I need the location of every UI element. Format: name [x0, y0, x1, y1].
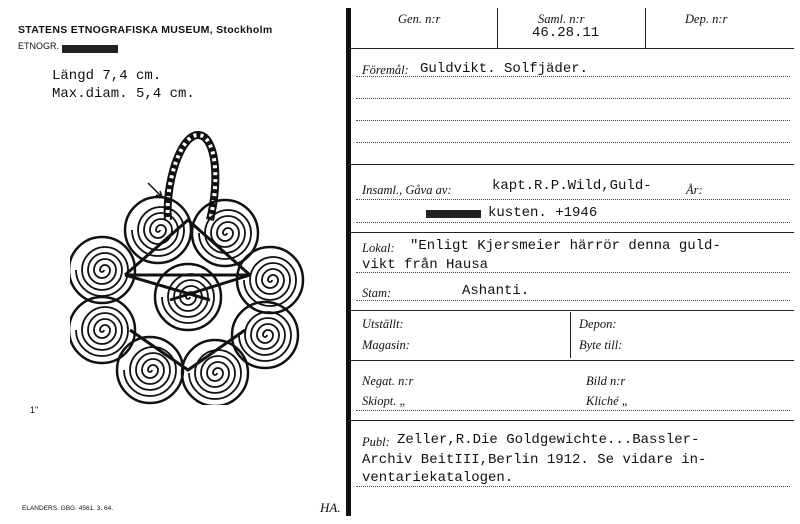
- foremal-label: Föremål:: [362, 63, 409, 77]
- insaml-label: Insaml., Gåva av:: [362, 183, 452, 197]
- insaml-line2: kusten. +1946: [488, 205, 598, 221]
- gen-label: Gen. n:r: [398, 12, 441, 26]
- publ-line-2: Archiv BeitIII,Berlin 1912. Se vidare in-: [362, 452, 707, 468]
- museum-city: Stockholm: [216, 24, 273, 36]
- dotted-line: [356, 272, 790, 273]
- left-mark: 1": [30, 405, 39, 415]
- lokal-label: Lokal:: [362, 241, 395, 255]
- printer-text: ELANDERS. GBG. 4561. 3. 64.: [22, 505, 114, 512]
- insaml-value: kapt.R.P.Wild,Guld-: [492, 178, 652, 194]
- ar-label: År:: [686, 183, 703, 197]
- depon-label: Depon:: [579, 317, 617, 331]
- length-text: Längd 7,4 cm.: [52, 68, 162, 84]
- publ-label: Publ:: [362, 435, 390, 449]
- gold-weight-drawing: [70, 125, 310, 405]
- dotted-line: [356, 410, 790, 411]
- publ-line-3: ventariekatalogen.: [362, 470, 514, 486]
- dotted-line: [356, 120, 790, 121]
- magasin-label: Magasin:: [362, 338, 410, 352]
- skiopt-label: Skiopt. „: [362, 394, 407, 408]
- max-diam-text: Max.diam. 5,4 cm.: [52, 86, 195, 102]
- card-divider: [346, 8, 351, 516]
- dotted-line: [356, 142, 790, 143]
- row-line: [351, 420, 794, 421]
- row-line: [351, 360, 794, 361]
- col-divider: [645, 8, 646, 48]
- byte-label: Byte till:: [579, 338, 623, 352]
- kliche-label: Kliché „: [586, 394, 629, 408]
- row-line: [351, 232, 794, 233]
- col-divider: [570, 312, 571, 358]
- bild-label: Bild n:r: [586, 374, 626, 388]
- stam-value: Ashanti.: [462, 283, 530, 299]
- initials: HA.: [320, 500, 341, 515]
- dep-label: Dep. n:r: [685, 12, 728, 26]
- dotted-line: [356, 300, 790, 301]
- lokal-value-2: vikt från Hausa: [362, 257, 489, 273]
- redaction-bar: [426, 210, 481, 218]
- dotted-line: [356, 222, 790, 223]
- utstallt-label: Utställt:: [362, 317, 404, 331]
- row-line: [351, 164, 794, 165]
- lokal-value-1: "Enligt Kjersmeier härrör denna guld-: [410, 238, 721, 254]
- dotted-line: [356, 486, 790, 487]
- stam-label: Stam:: [362, 286, 392, 300]
- dotted-line: [356, 98, 790, 99]
- dotted-line: [356, 76, 790, 77]
- redaction-bar: [62, 45, 118, 53]
- etnogr-label: ETNOGR.: [18, 41, 60, 51]
- col-divider: [497, 8, 498, 48]
- negat-label: Negat. n:r: [362, 374, 414, 388]
- publ-line-1: Zeller,R.Die Goldgewichte...Bassler-: [397, 432, 700, 448]
- row-line: [351, 310, 794, 311]
- museum-header: [18, 24, 272, 36]
- row-line: [351, 48, 794, 49]
- saml-label: Saml. n:r: [538, 12, 585, 26]
- dotted-line: [356, 199, 790, 200]
- saml-value: 46.28.11: [532, 25, 600, 41]
- foremal-value: Guldvikt. Solfjäder.: [420, 61, 589, 77]
- museum-name: STATENS ETNOGRAFISKA MUSEUM,: [18, 24, 213, 36]
